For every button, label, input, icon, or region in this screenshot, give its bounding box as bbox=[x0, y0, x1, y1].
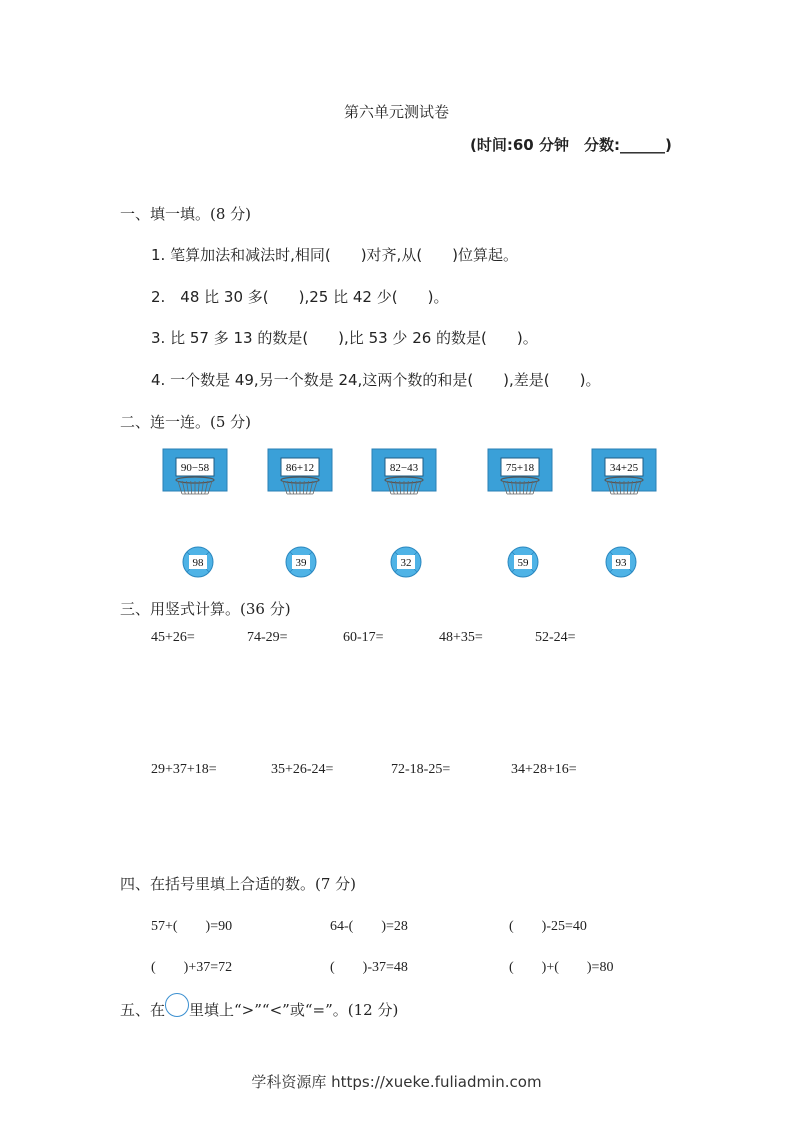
backboard bbox=[371, 448, 437, 498]
backboard-expression: 75+18 bbox=[505, 462, 535, 474]
section-4-heading: 四、在括号里填上合适的数。(7 分) bbox=[120, 875, 357, 893]
basketball bbox=[507, 546, 539, 578]
calc-expression: 35+26-24= bbox=[271, 762, 334, 777]
basketball bbox=[390, 546, 422, 578]
ball-number: 93 bbox=[615, 557, 627, 569]
fill-expression: ( )+37=72 bbox=[151, 960, 233, 975]
backboard-expression: 34+25 bbox=[609, 462, 639, 474]
fill-expression: ( )+( )=80 bbox=[509, 960, 614, 975]
question-1-4: 4. 一个数是 49,另一个数是 24,这两个数的和是( ),差是( )。 bbox=[151, 371, 601, 389]
calc-expression: 34+28+16= bbox=[511, 762, 577, 777]
section-5-heading bbox=[120, 999, 398, 1023]
backboard-graphic bbox=[371, 448, 437, 498]
calc-expression: 74-29= bbox=[247, 630, 288, 645]
fill-expression: 57+( )=90 bbox=[151, 919, 233, 934]
backboard bbox=[487, 448, 553, 498]
basketball bbox=[285, 546, 317, 578]
page-title: 第六单元测试卷 bbox=[343, 103, 449, 121]
calc-expression: 52-24= bbox=[535, 630, 576, 645]
backboard bbox=[162, 448, 228, 498]
backboard-graphic bbox=[487, 448, 553, 498]
section-1-heading: 一、填一填。(8 分) bbox=[120, 205, 252, 223]
basketball bbox=[182, 546, 214, 578]
calc-expression: 72-18-25= bbox=[391, 762, 451, 777]
backboard-expression: 86+12 bbox=[285, 462, 315, 474]
section-2-heading: 二、连一连。(5 分) bbox=[120, 413, 252, 431]
time-score-info: (时间:60 分钟 分数:______) bbox=[470, 136, 672, 154]
question-1-3: 3. 比 57 多 13 的数是( ),比 53 少 26 的数是( )。 bbox=[151, 329, 538, 347]
basketball-graphic bbox=[390, 546, 422, 578]
calc-expression: 29+37+18= bbox=[151, 762, 217, 777]
calc-expression: 48+35= bbox=[439, 630, 483, 645]
fill-expression: 64-( )=28 bbox=[330, 919, 408, 934]
basketball-graphic bbox=[285, 546, 317, 578]
backboard-expression: 90−58 bbox=[180, 462, 210, 474]
basketball bbox=[605, 546, 637, 578]
basketball-graphic bbox=[182, 546, 214, 578]
ball-number: 98 bbox=[192, 557, 204, 569]
backboard-graphic bbox=[162, 448, 228, 498]
backboard bbox=[267, 448, 333, 498]
fill-expression: ( )-37=48 bbox=[330, 960, 408, 975]
backboard-expression: 82−43 bbox=[389, 462, 419, 474]
ball-number: 59 bbox=[517, 557, 529, 569]
backboard-graphic bbox=[267, 448, 333, 498]
calc-expression: 60-17= bbox=[343, 630, 384, 645]
basketball-graphic bbox=[605, 546, 637, 578]
calc-expression: 45+26= bbox=[151, 630, 195, 645]
question-1-1: 1. 笔算加法和减法时,相同( )对齐,从( )位算起。 bbox=[151, 246, 519, 264]
backboard-graphic bbox=[591, 448, 657, 498]
basketball-graphic bbox=[507, 546, 539, 578]
backboard bbox=[591, 448, 657, 498]
question-1-2: 2. 48 比 30 多( ),25 比 42 少( )。 bbox=[151, 288, 449, 306]
section-5-heading-suffix: 里填上“>”“<”或“=”。(12 分) bbox=[189, 1001, 399, 1019]
section-3-heading: 三、用竖式计算。(36 分) bbox=[120, 600, 291, 618]
section-5-heading-prefix: 五、在 bbox=[120, 1001, 166, 1019]
ball-number: 39 bbox=[295, 557, 307, 569]
footer-watermark: 学科资源库 https://xueke.fuliadmin.com bbox=[251, 1073, 542, 1091]
fill-expression: ( )-25=40 bbox=[509, 919, 587, 934]
circle-icon bbox=[165, 993, 189, 1017]
ball-number: 32 bbox=[400, 557, 412, 569]
